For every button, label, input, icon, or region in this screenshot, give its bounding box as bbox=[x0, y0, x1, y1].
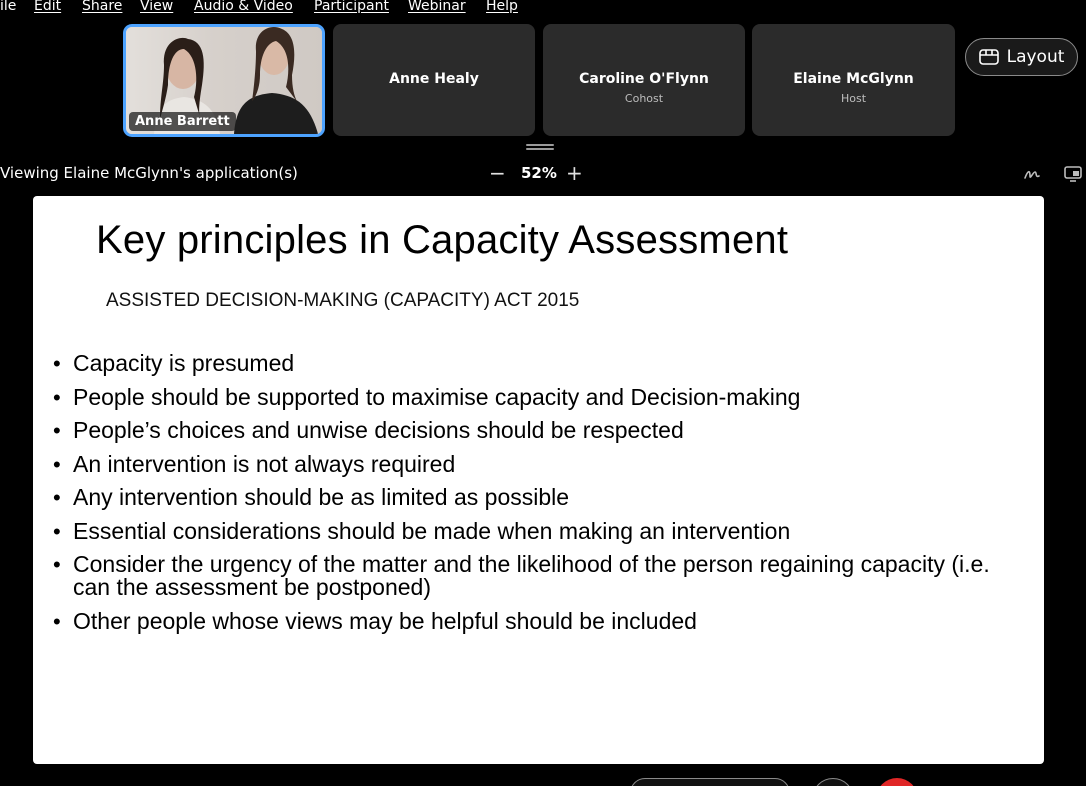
menu-webinar[interactable] bbox=[408, 0, 466, 13]
menu-file[interactable]: ile bbox=[0, 0, 17, 14]
participant-name: Anne Healy bbox=[389, 71, 479, 87]
viewing-label: Viewing Elaine McGlynn's application(s) bbox=[0, 164, 298, 182]
menu-view[interactable] bbox=[140, 0, 173, 13]
share-bar bbox=[0, 161, 1086, 186]
menu-share-label: Share bbox=[82, 0, 123, 14]
menu-edit[interactable] bbox=[34, 0, 61, 13]
slide-bullet: • People should be supported to maximise capacity and Decision-making bbox=[53, 386, 1013, 409]
participant-video-tile[interactable] bbox=[123, 24, 325, 137]
participant-name: Elaine McGlynn bbox=[793, 71, 914, 87]
slide-bullet-list bbox=[53, 352, 1013, 643]
slide-bullet: • Essential considerations should be made when making an intervention bbox=[53, 520, 1013, 543]
screen-icon[interactable] bbox=[1063, 164, 1083, 184]
resize-handle[interactable] bbox=[526, 144, 554, 150]
menu-audio-video-label: Audio & Video bbox=[194, 0, 293, 14]
control-circle-button[interactable] bbox=[812, 778, 854, 786]
participant-name: Caroline O'Flynn bbox=[579, 71, 709, 87]
zoom-out-button[interactable]: − bbox=[489, 161, 506, 185]
slide-bullet: • Capacity is presumed bbox=[53, 352, 1013, 375]
participant-tile[interactable] bbox=[333, 24, 535, 136]
end-call-button[interactable] bbox=[876, 778, 918, 786]
slide-bullet: • Any intervention should be as limited as possible bbox=[53, 486, 1013, 509]
menu-participant[interactable] bbox=[314, 0, 389, 13]
menu-participant-label: Participant bbox=[314, 0, 389, 14]
slide-subtitle: ASSISTED DECISION-MAKING (CAPACITY) ACT 2015 bbox=[106, 290, 580, 311]
participant-name-label: Anne Barrett bbox=[129, 112, 236, 131]
zoom-level: 52% bbox=[521, 164, 557, 182]
layout-button[interactable] bbox=[965, 38, 1078, 76]
shared-slide bbox=[33, 196, 1044, 764]
participant-role: Host bbox=[840, 92, 867, 105]
participant-tile[interactable] bbox=[752, 24, 955, 136]
menu-edit-label: Edit bbox=[34, 0, 62, 14]
menu-bar bbox=[0, 0, 1086, 16]
menu-share[interactable] bbox=[82, 0, 122, 13]
participant-tile[interactable] bbox=[543, 24, 745, 136]
slide-bullet: • Consider the urgency of the matter and the likelihood of the person regaining capacity (i.e. can the assessment be postponed) bbox=[53, 553, 1013, 599]
layout-label: Layout bbox=[1006, 47, 1065, 67]
slide-bullet: • Other people whose views may be helpful should be included bbox=[53, 610, 1013, 633]
menu-view-label: View bbox=[140, 0, 174, 14]
control-pill-button[interactable] bbox=[630, 778, 790, 786]
menu-help[interactable] bbox=[486, 0, 518, 13]
menu-help-label: Help bbox=[486, 0, 518, 14]
slide-bullet: • An intervention is not always required bbox=[53, 453, 1013, 476]
annotate-icon[interactable] bbox=[1022, 164, 1042, 184]
layout-icon bbox=[979, 49, 999, 65]
menu-webinar-label: Webinar bbox=[408, 0, 466, 14]
participant-role: Cohost bbox=[624, 92, 664, 105]
menu-audio-video[interactable] bbox=[194, 0, 293, 13]
slide-title: Key principles in Capacity Assessment bbox=[96, 218, 789, 262]
zoom-in-button[interactable]: + bbox=[566, 161, 583, 185]
slide-bullet: • People’s choices and unwise decisions should be respected bbox=[53, 419, 1013, 442]
